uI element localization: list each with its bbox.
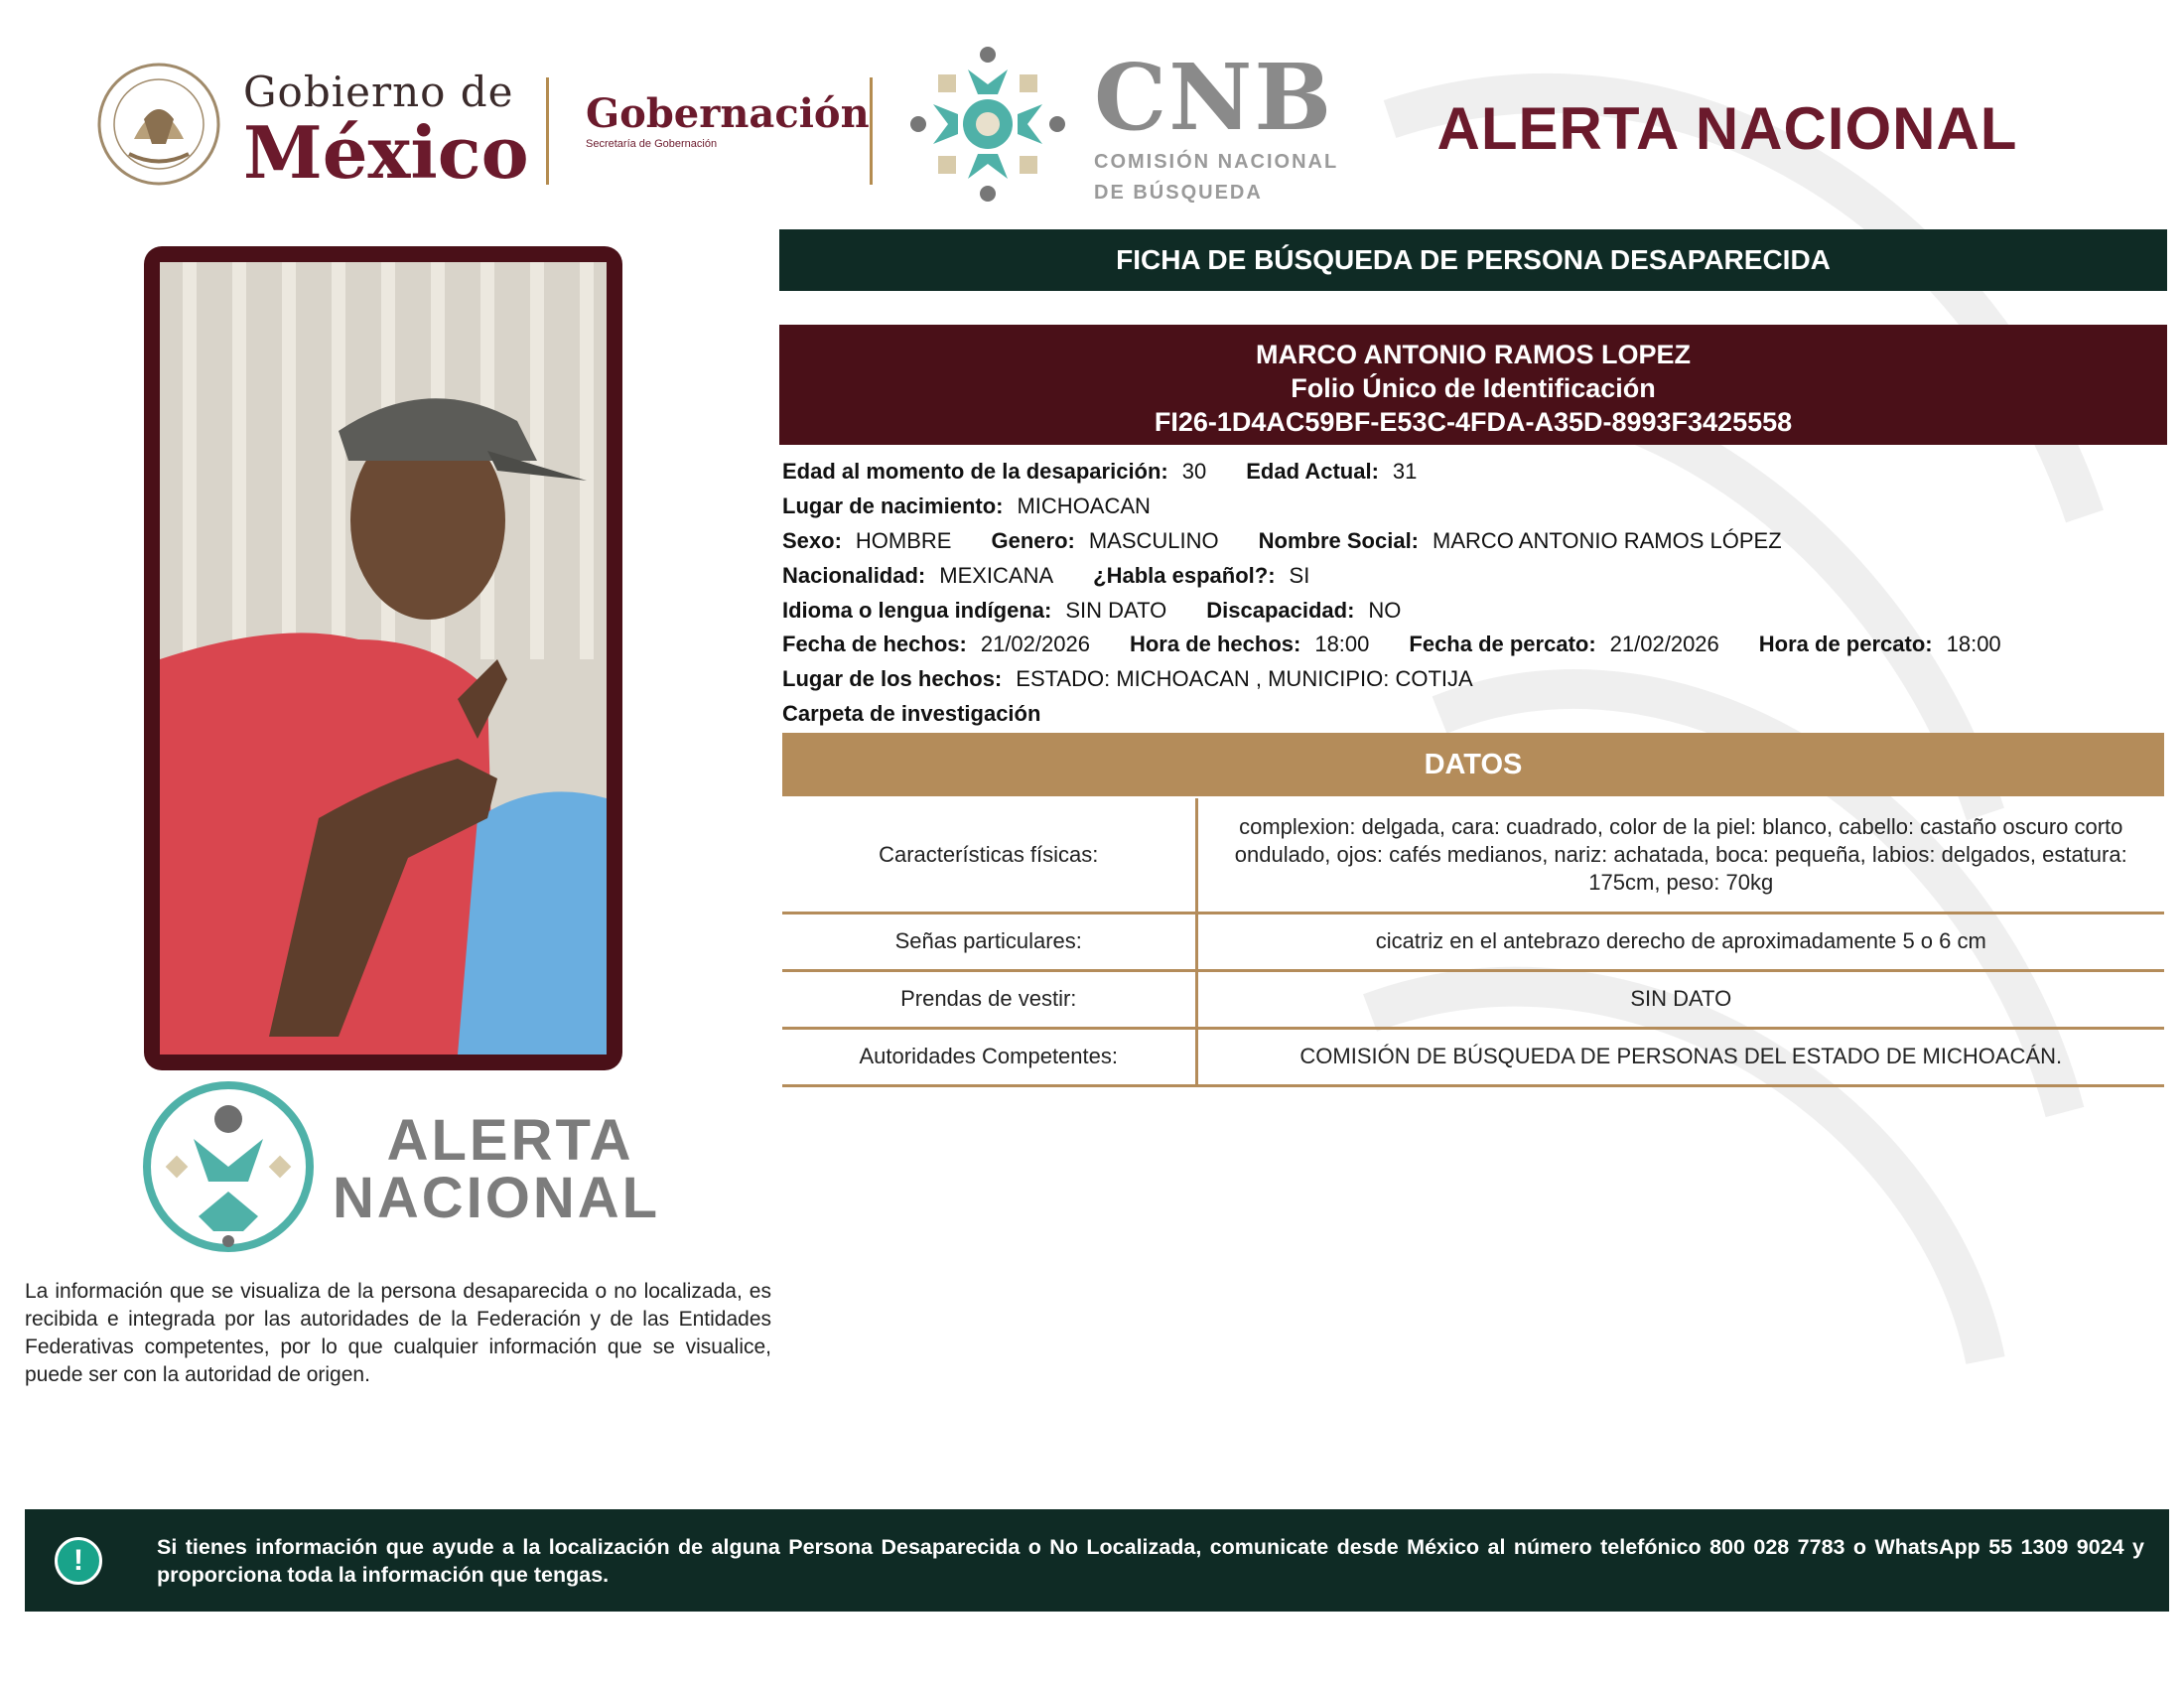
folio-label: Folio Único de Identificación	[1291, 373, 1656, 403]
lugar-hechos-label: Lugar de los hechos:	[782, 666, 1003, 692]
person-photo-illustration	[160, 262, 607, 1055]
discapacidad-label: Discapacidad:	[1206, 597, 1355, 623]
gob-line2: México	[243, 110, 529, 195]
gobernacion-logo	[586, 90, 870, 150]
info-row	[782, 593, 2162, 628]
fecha-percato-label: Fecha de percato:	[1409, 632, 1596, 657]
nombre-social-value: MARCO ANTONIO RAMOS LÓPEZ	[1433, 527, 1782, 553]
gob-line1: Gobierno de	[243, 68, 514, 116]
person-info	[782, 455, 2162, 731]
datos-table	[782, 798, 2164, 1087]
genero-value: MASCULINO	[1088, 527, 1219, 553]
footer-contact-bar	[25, 1509, 2169, 1612]
cnb-emblem-icon	[903, 40, 1072, 209]
datos-value: complexion: delgada, cara: cuadrado, color de la piel: blanco, cabello: castaño oscuro corto ondulado, ojos: cafés medianos, nariz: achatada, boca: pequeña, labios: delgados, estatura: 175cm, peso: 70kg	[1196, 798, 2164, 913]
edad-desaparicion-value: 30	[1181, 459, 1207, 485]
info-row	[782, 455, 2162, 490]
lugar-hechos-value: ESTADO: MICHOACAN , MUNICIPIO: COTIJA	[1016, 666, 1473, 692]
header-divider	[870, 77, 873, 185]
cnb-sub1: COMISIÓN NACIONAL	[1094, 151, 1339, 173]
ficha-title-bar: FICHA DE BÚSQUEDA DE PERSONA DESAPARECIDA	[779, 229, 2167, 291]
gobernacion-subtitle: Secretaría de Gobernación	[586, 138, 718, 150]
header	[0, 0, 2184, 218]
hora-percato-value: 18:00	[1946, 632, 2001, 657]
edad-actual-label: Edad Actual:	[1246, 459, 1379, 485]
hora-hechos-label: Hora de hechos:	[1129, 632, 1301, 657]
info-row	[782, 524, 2162, 559]
nombre-social-label: Nombre Social:	[1258, 527, 1420, 553]
person-photo	[160, 262, 607, 1055]
footer-text: Si tienes información que ayude a la localización de alguna Persona Desaparecida o No Localizada, comunicate desde México al número telefónico 800 028 7783 o WhatsApp 55 1309 9024 y proporciona toda la información que tengas.	[157, 1534, 2144, 1587]
habla-espanol-value: SI	[1289, 562, 1310, 588]
discapacidad-value: NO	[1368, 597, 1402, 623]
datos-label: Señas particulares:	[782, 913, 1196, 970]
exclamation-icon: !	[55, 1537, 102, 1585]
info-row	[782, 490, 2162, 524]
datos-value: cicatriz en el antebrazo derecho de aproximadamente 5 o 6 cm	[1196, 913, 2164, 970]
gobernacion-title: Gobernación	[586, 90, 870, 137]
lugar-nacimiento-label: Lugar de nacimiento:	[782, 493, 1004, 519]
info-row	[782, 662, 2162, 697]
person-name-block	[779, 325, 2167, 445]
alerta-logo-line1: ALERTA	[386, 1108, 634, 1173]
datos-label: Prendas de vestir:	[782, 970, 1196, 1028]
info-row	[782, 558, 2162, 593]
mexico-seal-icon	[94, 60, 223, 189]
header-divider	[546, 77, 549, 185]
lugar-nacimiento-value: MICHOACAN	[1017, 493, 1151, 519]
table-row	[782, 913, 2164, 970]
fecha-hechos-value: 21/02/2026	[980, 632, 1090, 657]
sexo-label: Sexo:	[782, 527, 842, 553]
disclaimer-text: La información que se visualiza de la persona desaparecida o no localizada, es recibida e integrada por las autoridades de la Federación y de las Entidades Federativas competentes, por lo que cualquier información que se visualice, puede ser con la autoridad de origen.	[25, 1280, 771, 1386]
genero-label: Genero:	[991, 527, 1075, 553]
edad-desaparicion-label: Edad al momento de la desaparición:	[782, 459, 1168, 485]
table-row	[782, 1028, 2164, 1085]
info-row	[782, 697, 2162, 732]
alerta-nacional-title: ALERTA NACIONAL	[1436, 95, 2018, 162]
nacionalidad-label: Nacionalidad:	[782, 562, 926, 588]
edad-actual-value: 31	[1392, 459, 1418, 485]
sexo-value: HOMBRE	[855, 527, 952, 553]
datos-label: Características físicas:	[782, 798, 1196, 913]
folio-value: FI26-1D4AC59BF-E53C-4FDA-A35D-8993F3425558	[1154, 407, 1793, 437]
datos-value: SIN DATO	[1196, 970, 2164, 1028]
hora-hechos-value: 18:00	[1314, 632, 1370, 657]
datos-label: Autoridades Competentes:	[782, 1028, 1196, 1085]
fecha-hechos-label: Fecha de hechos:	[782, 632, 967, 657]
nacionalidad-value: MEXICANA	[939, 562, 1054, 588]
cnb-logo-text	[1094, 44, 1339, 205]
fecha-percato-value: 21/02/2026	[1609, 632, 1719, 657]
alerta-nacional-logo-text	[333, 1108, 661, 1230]
info-row	[782, 628, 2162, 662]
table-row	[782, 970, 2164, 1028]
hora-percato-label: Hora de percato:	[1758, 632, 1933, 657]
idioma-value: SIN DATO	[1065, 597, 1167, 623]
alerta-nacional-emblem-icon	[139, 1077, 318, 1256]
datos-title-bar: DATOS	[782, 733, 2164, 796]
cnb-sub2: DE BÚSQUEDA	[1094, 182, 1263, 204]
table-row	[782, 798, 2164, 913]
cnb-acronym: CNB	[1094, 44, 1334, 151]
habla-espanol-label: ¿Habla español?:	[1093, 562, 1276, 588]
person-photo-frame	[144, 246, 622, 1070]
idioma-label: Idioma o lengua indígena:	[782, 597, 1052, 623]
carpeta-label: Carpeta de investigación	[782, 700, 1041, 726]
alerta-logo-line2: NACIONAL	[333, 1166, 661, 1230]
datos-value: COMISIÓN DE BÚSQUEDA DE PERSONAS DEL ESTADO DE MICHOACÁN.	[1196, 1028, 2164, 1085]
person-name: MARCO ANTONIO RAMOS LOPEZ	[1256, 340, 1691, 369]
gobierno-de-mexico-logo	[243, 68, 529, 195]
